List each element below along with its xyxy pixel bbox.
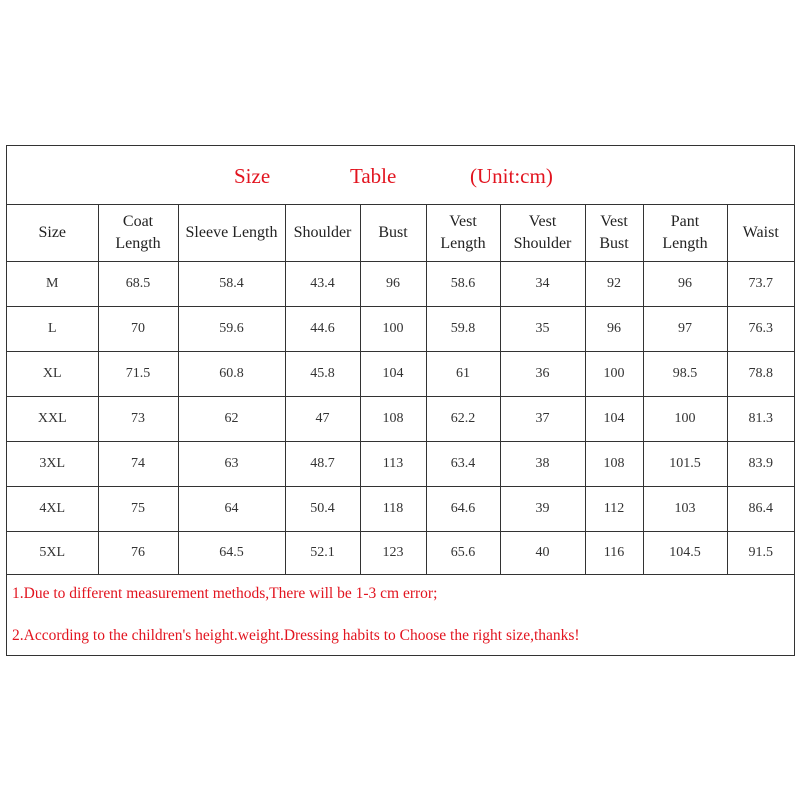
column-header (727, 204, 794, 262)
column-header (98, 204, 178, 262)
measurement-cell: 100 (360, 307, 426, 352)
measurement-cell: 38 (500, 442, 585, 487)
measurement-cell: 59.6 (178, 307, 285, 352)
column-header-line: Sleeve Length (185, 223, 278, 241)
measurement-cell: 123 (360, 532, 426, 575)
measurement-cell: 83.9 (727, 442, 794, 487)
measurement-cell: 62 (178, 397, 285, 442)
measurement-cell: 101.5 (643, 442, 727, 487)
measurement-cell: 35 (500, 307, 585, 352)
measurement-cell: 118 (360, 487, 426, 532)
table-row (7, 442, 794, 487)
column-header-line: Vest (528, 212, 557, 230)
table-row (7, 397, 794, 442)
measurement-cell: 104 (585, 397, 643, 442)
measurement-cell: 73 (98, 397, 178, 442)
measurement-cell: 116 (585, 532, 643, 575)
measurement-cell: 104.5 (643, 532, 727, 575)
column-header (426, 204, 500, 262)
measurement-cell: 43.4 (285, 262, 360, 307)
measurement-cell: 71.5 (98, 352, 178, 397)
measurement-cell: 62.2 (426, 397, 500, 442)
measurement-cell: 100 (643, 397, 727, 442)
size-label-cell: 5XL (7, 532, 98, 575)
measurement-cell: 96 (360, 262, 426, 307)
table-row (7, 352, 794, 397)
measurement-cell: 48.7 (285, 442, 360, 487)
measurement-cell: 96 (643, 262, 727, 307)
measurement-cell: 58.4 (178, 262, 285, 307)
column-header-line: Bust (378, 223, 408, 241)
table-row (7, 532, 794, 575)
column-header (285, 204, 360, 262)
measurement-cell: 103 (643, 487, 727, 532)
column-header (643, 204, 727, 262)
size-label-cell: M (7, 262, 98, 307)
measurement-cell: 44.6 (285, 307, 360, 352)
table-row (7, 307, 794, 352)
measurement-cell: 76.3 (727, 307, 794, 352)
measurement-cell: 70 (98, 307, 178, 352)
column-header-line: Waist (742, 223, 779, 241)
measurement-cell: 81.3 (727, 397, 794, 442)
measurement-cell: 64.5 (178, 532, 285, 575)
column-header-line: Length (662, 234, 708, 252)
column-header-line: Vest (449, 212, 477, 230)
measurement-cell: 40 (500, 532, 585, 575)
column-header-line: Size (38, 223, 67, 241)
column-header-line: Shoulder (513, 234, 572, 252)
measurement-cell: 50.4 (285, 487, 360, 532)
measurement-cell: 74 (98, 442, 178, 487)
title-word-unit: (Unit:cm) (470, 164, 553, 188)
column-header-line: Length (440, 234, 486, 252)
size-label-cell: XXL (7, 397, 98, 442)
size-chart (6, 145, 795, 656)
column-header (360, 204, 426, 262)
measurement-cell: 78.8 (727, 352, 794, 397)
measurement-cell: 45.8 (285, 352, 360, 397)
measurement-cell: 52.1 (285, 532, 360, 575)
table-body (7, 262, 794, 575)
title-row (7, 146, 794, 205)
measurement-cell: 86.4 (727, 487, 794, 532)
measurement-cell: 65.6 (426, 532, 500, 575)
table-row (7, 487, 794, 532)
measurement-cell: 68.5 (98, 262, 178, 307)
measurement-cell: 58.6 (426, 262, 500, 307)
note-size-advice: 2.According to the children's height.weight.Dressing habits to Choose the right size,thanks! (12, 627, 580, 644)
measurement-cell: 76 (98, 532, 178, 575)
measurement-cell: 47 (285, 397, 360, 442)
column-header-line: Vest (600, 212, 628, 230)
size-label-cell: L (7, 307, 98, 352)
size-table (7, 204, 794, 575)
column-header-line: Coat (122, 212, 154, 230)
measurement-cell: 73.7 (727, 262, 794, 307)
column-header (585, 204, 643, 262)
measurement-cell: 97 (643, 307, 727, 352)
measurement-cell: 98.5 (643, 352, 727, 397)
measurement-cell: 64.6 (426, 487, 500, 532)
measurement-cell: 59.8 (426, 307, 500, 352)
measurement-cell: 96 (585, 307, 643, 352)
column-header-line: Shoulder (293, 223, 352, 241)
column-header (7, 204, 98, 262)
table-row (7, 262, 794, 307)
measurement-cell: 112 (585, 487, 643, 532)
column-header-line: Pant (670, 212, 700, 230)
size-label-cell: 4XL (7, 487, 98, 532)
column-header (500, 204, 585, 262)
title-word-table: Table (350, 164, 397, 188)
header-row (7, 204, 794, 262)
measurement-cell: 108 (585, 442, 643, 487)
size-label-cell: 3XL (7, 442, 98, 487)
note-error-margin: 1.Due to different measurement methods,There will be 1-3 cm error; (12, 585, 438, 602)
measurement-cell: 60.8 (178, 352, 285, 397)
measurement-cell: 64 (178, 487, 285, 532)
measurement-cell: 39 (500, 487, 585, 532)
measurement-cell: 108 (360, 397, 426, 442)
measurement-cell: 104 (360, 352, 426, 397)
measurement-cell: 34 (500, 262, 585, 307)
measurement-cell: 100 (585, 352, 643, 397)
size-label-cell: XL (7, 352, 98, 397)
measurement-cell: 63 (178, 442, 285, 487)
title-word-size: Size (234, 164, 271, 188)
measurement-cell: 36 (500, 352, 585, 397)
column-header-line: Length (115, 234, 161, 252)
column-header-line: Bust (599, 234, 629, 252)
measurement-cell: 92 (585, 262, 643, 307)
column-header (178, 204, 285, 262)
measurement-cell: 113 (360, 442, 426, 487)
measurement-cell: 61 (426, 352, 500, 397)
measurement-cell: 63.4 (426, 442, 500, 487)
measurement-cell: 91.5 (727, 532, 794, 575)
measurement-cell: 75 (98, 487, 178, 532)
measurement-cell: 37 (500, 397, 585, 442)
